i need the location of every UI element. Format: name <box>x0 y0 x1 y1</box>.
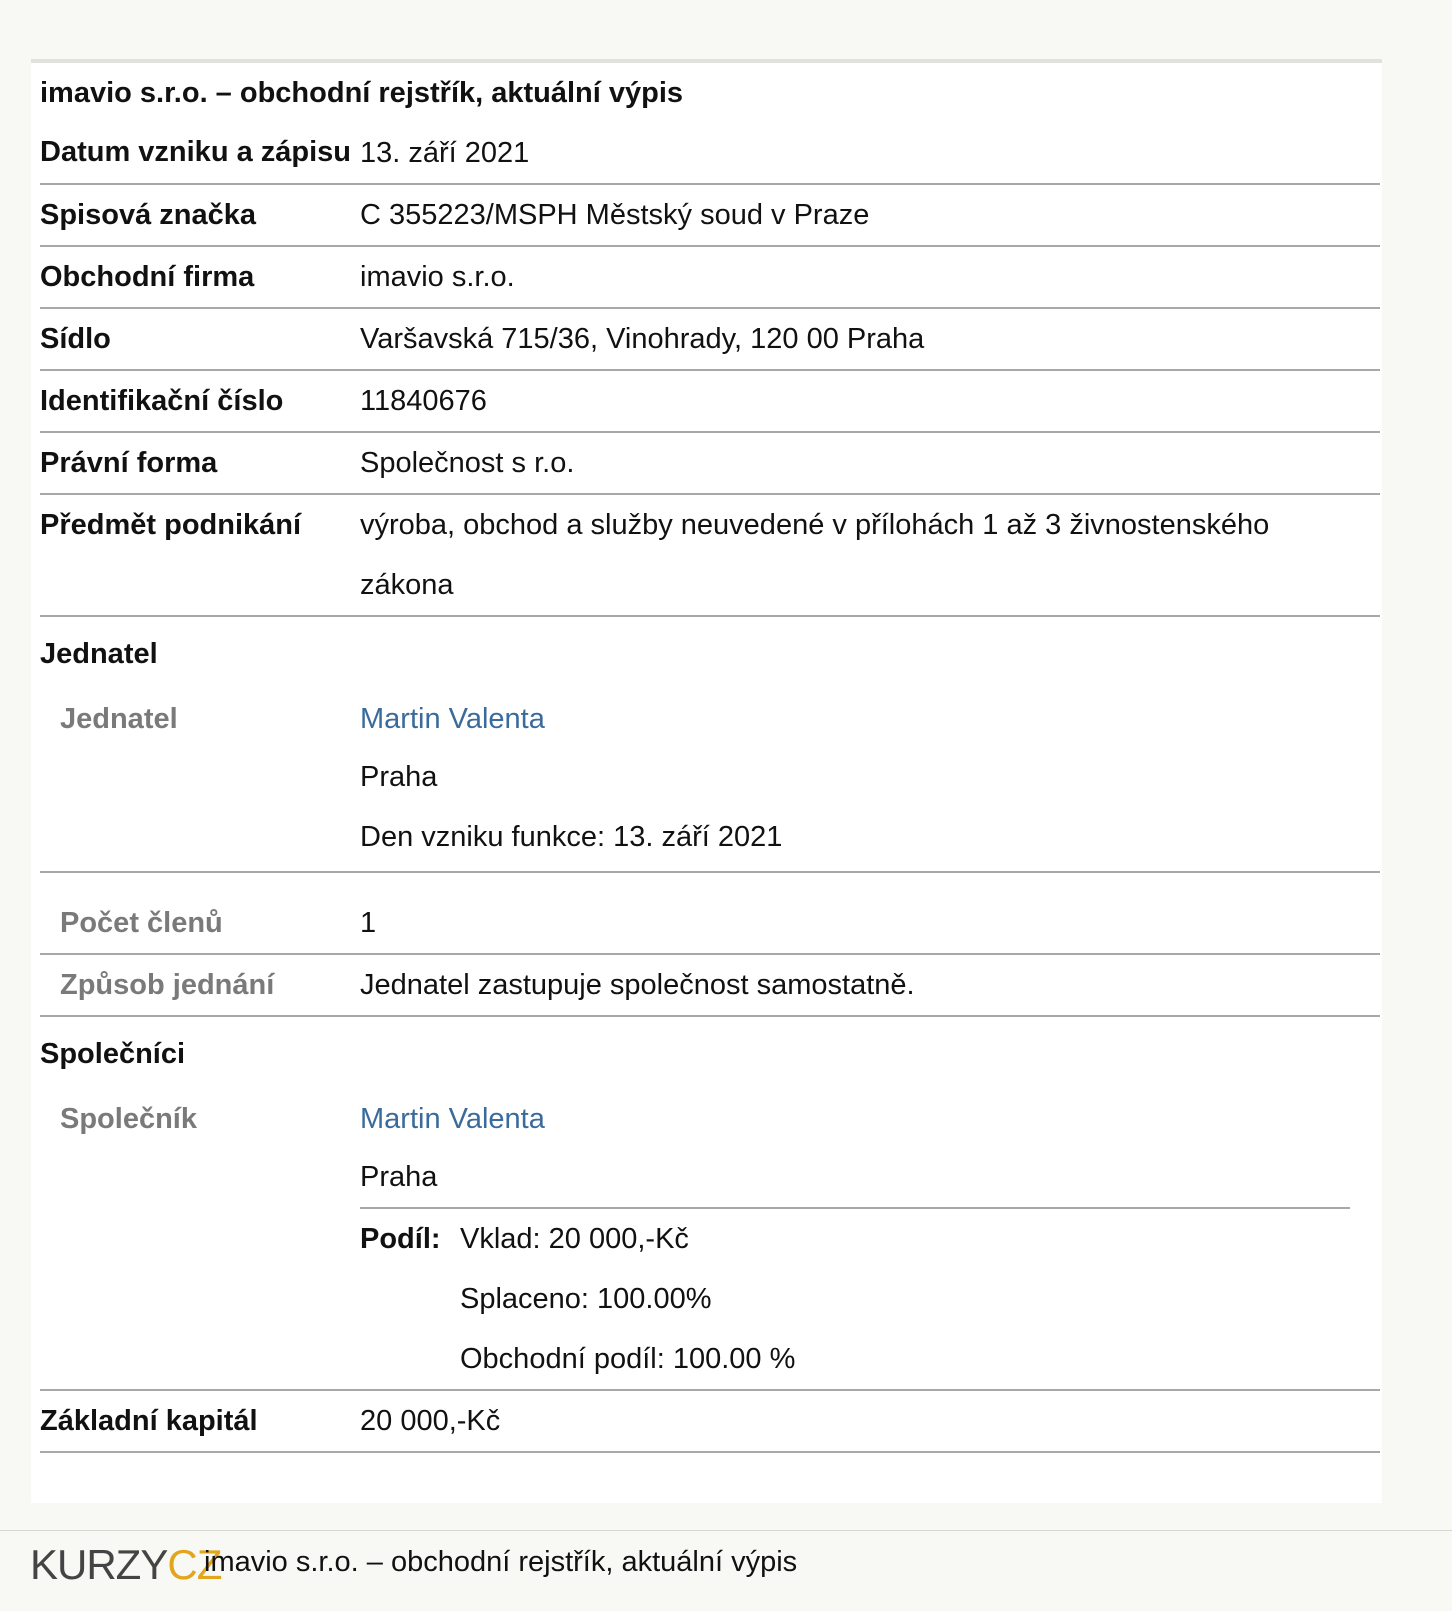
row-value: C 355223/MSPH Městský soud v Praze <box>360 199 870 231</box>
row-value: 13. září 2021 <box>360 137 530 169</box>
row-value: 20 000,-Kč <box>360 1405 501 1437</box>
page-title: imavio s.r.o. – obchodní rejstřík, aktuální výpis <box>40 77 684 109</box>
jednatel-city: Praha <box>360 761 438 793</box>
footer-bar <box>0 1530 1452 1611</box>
row-obchodni-firma <box>40 247 1380 309</box>
register-extract-card <box>31 59 1382 1503</box>
jednatel-since: Den vzniku funkce: 13. září 2021 <box>360 821 783 853</box>
row-label: Právní forma <box>40 447 218 479</box>
spolecnik-city: Praha <box>360 1161 438 1193</box>
row-label: Identifikační číslo <box>40 385 284 417</box>
row-label: Společník <box>60 1103 197 1135</box>
row-value: 1 <box>360 907 377 939</box>
spolecnik-name-link[interactable]: Martin Valenta <box>360 1103 545 1135</box>
logo-kurzy: KURZY <box>30 1541 168 1588</box>
row-label: Spisová značka <box>40 199 256 231</box>
section-heading-spolecnici: Společníci <box>40 1038 186 1070</box>
row-spolecnik <box>40 1091 1380 1391</box>
row-value: 11840676 <box>360 385 487 417</box>
logo-cz: CZ <box>167 1541 222 1588</box>
row-zpusob-jednani <box>40 955 1380 1017</box>
row-spisova-znacka <box>40 185 1380 247</box>
row-label: Základní kapitál <box>40 1405 258 1437</box>
podil-obchodni: Obchodní podíl: 100.00 % <box>460 1343 796 1375</box>
podil-vklad: Vklad: 20 000,-Kč <box>460 1223 689 1255</box>
row-label: Datum vzniku a zápisu <box>40 136 352 168</box>
row-value: výroba, obchod a služby neuvedené v přílohách 1 až 3 živnostenského zákona <box>360 509 1270 601</box>
jednatel-name-link[interactable]: Martin Valenta <box>360 703 545 735</box>
row-jednatel <box>40 691 1380 873</box>
kurzy-cz-logo[interactable] <box>30 1541 221 1589</box>
row-pravni-forma <box>40 433 1380 495</box>
row-label: Sídlo <box>40 323 111 355</box>
row-label: Počet členů <box>60 907 223 939</box>
row-value: imavio s.r.o. <box>360 261 515 293</box>
row-label: Způsob jednání <box>60 969 275 1001</box>
section-heading-jednatel: Jednatel <box>40 638 158 670</box>
row-predmet-podnikani <box>40 495 1380 617</box>
row-label: Obchodní firma <box>40 261 255 293</box>
row-sidlo <box>40 309 1380 371</box>
row-pocet-clenu <box>40 873 1380 955</box>
row-value: Jednatel zastupuje společnost samostatně. <box>360 969 915 1001</box>
row-label: Jednatel <box>60 703 178 735</box>
row-datum-vzniku <box>40 123 1380 185</box>
podil-block <box>360 1207 1350 1389</box>
row-value: Varšavská 715/36, Vinohrady, 120 00 Praha <box>360 323 925 355</box>
footer-title: imavio s.r.o. – obchodní rejstřík, aktuální výpis <box>204 1546 798 1578</box>
row-label: Předmět podnikání <box>40 509 302 541</box>
row-ico <box>40 371 1380 433</box>
row-value: Společnost s r.o. <box>360 447 575 479</box>
podil-splaceno: Splaceno: 100.00% <box>460 1283 712 1315</box>
row-zakladni-kapital <box>40 1391 1380 1453</box>
podil-label: Podíl: <box>360 1223 441 1255</box>
